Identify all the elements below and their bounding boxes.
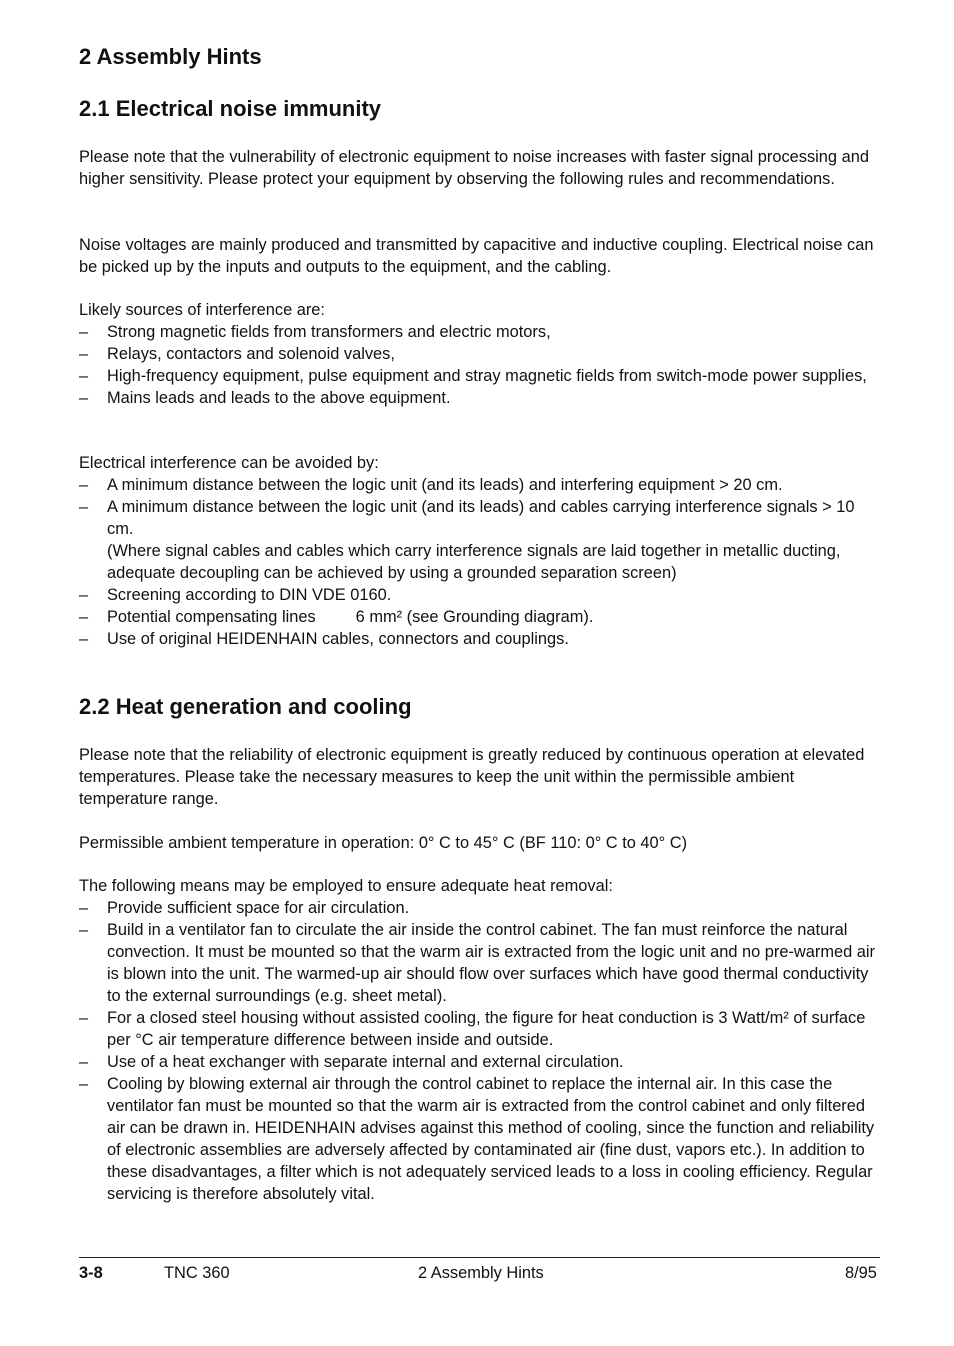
list-item-text: Build in a ventilator fan to circulate the air inside the control cabinet. The fan must reinforce the natural convection. It must be mounted so that the warm air is extracted from the logic unit and no pre-warmed air is blown into the unit. The warmed-up air should flow over surfaces which have good thermal conductivity to the external surroundings (e.g. sheet metal). <box>107 921 875 1005</box>
list-item <box>79 919 880 1007</box>
list-item <box>79 628 880 650</box>
list-item-text: Use of a heat exchanger with separate internal and external circulation. <box>107 1053 624 1071</box>
list-item <box>79 321 880 343</box>
bullet-list <box>79 897 880 1205</box>
section-heading-heat: 2.2 Heat generation and cooling <box>79 694 412 719</box>
list-item-text: Mains leads and leads to the above equipment. <box>107 389 451 407</box>
list-item <box>79 606 880 628</box>
list-item <box>79 474 880 496</box>
dash-bullet: – <box>79 345 89 363</box>
paragraph-text: Please note that the vulnerability of electronic equipment to noise increases with faster signal processing and higher sensitivity. Please protect your equipment by observing the following rules and recommendations. <box>79 148 869 188</box>
list-item-text: Potential compensating lines <box>107 608 316 626</box>
list-item-text: Strong magnetic fields from transformers and electric motors, <box>107 323 551 341</box>
dash-bullet: – <box>79 323 89 341</box>
dash-bullet: – <box>79 630 89 648</box>
bullet-list <box>79 321 880 409</box>
dash-bullet: – <box>79 586 89 604</box>
dash-bullet: – <box>79 1009 89 1027</box>
paragraph-text: Please note that the reliability of electronic equipment is greatly reduced by continuous operation at elevated temperatures. Please take the necessary measures to keep the unit within the permissible ambient temperature range. <box>79 746 865 808</box>
bullet-list <box>79 474 880 650</box>
dash-bullet: – <box>79 1053 89 1071</box>
dash-bullet: – <box>79 367 89 385</box>
noise-paragraph-2 <box>79 234 880 278</box>
dash-bullet: – <box>79 389 89 407</box>
list-item <box>79 1051 880 1073</box>
list-item-text: 6 mm² (see Grounding diagram). <box>355 608 594 626</box>
footer-page-number: 3-8 <box>79 1264 103 1282</box>
section-heading-noise: 2.1 Electrical noise immunity <box>79 96 382 121</box>
list-item-text: For a closed steel housing without assisted cooling, the figure for heat conduction is 3 Watt/m² of surface per °C air temperature difference between inside and outside. <box>107 1009 866 1049</box>
dash-bullet: – <box>79 899 89 917</box>
list-item-text: Relays, contactors and solenoid valves, <box>107 345 395 363</box>
footer-chapter: 2 Assembly Hints <box>418 1264 544 1282</box>
list-item <box>79 584 880 606</box>
list-item <box>79 1073 880 1205</box>
list-intro: The following means may be employed to ensure adequate heat removal: <box>79 877 613 895</box>
heat-paragraph-2 <box>79 832 880 854</box>
dash-bullet: – <box>79 1075 89 1093</box>
dash-bullet: – <box>79 476 89 494</box>
interference-avoidance <box>79 452 880 650</box>
list-intro: Electrical interference can be avoided by: <box>79 454 379 472</box>
chapter-heading: 2 Assembly Hints <box>79 44 262 69</box>
heat-removal-means <box>79 875 880 1205</box>
list-item <box>79 897 880 919</box>
heat-paragraph-1 <box>79 744 880 810</box>
list-item-text: Screening according to DIN VDE 0160. <box>107 586 392 604</box>
list-item <box>79 365 880 387</box>
list-item-text: High-frequency equipment, pulse equipment and stray magnetic fields from switch-mode power supplies, <box>107 367 867 385</box>
list-item-text: Cooling by blowing external air through the control cabinet to replace the internal air. In this case the ventilator fan must be mounted so that the warm air is extracted from the control cabinet and only filtered air can be drawn in. HEIDENHAIN advises against this method of cooling, since the function and reliability of electronic assemblies are adversely affected by contaminated air (fine dust, vapors etc.). In addition to these disadvantages, a filter which is not adequately serviced leads to a loss in cooling efficiency. Regular servicing is therefore absolutely vital. <box>107 1075 875 1203</box>
dash-bullet: – <box>79 921 89 939</box>
list-item-text: Provide sufficient space for air circulation. <box>107 899 410 917</box>
dash-bullet: – <box>79 608 89 626</box>
list-item <box>79 496 880 584</box>
footer-rule <box>79 1257 880 1258</box>
noise-paragraph-1 <box>79 146 880 190</box>
dash-bullet: – <box>79 498 89 516</box>
footer-date: 8/95 <box>845 1264 877 1282</box>
list-item-text: Use of original HEIDENHAIN cables, connectors and couplings. <box>107 630 569 648</box>
list-item-note: (Where signal cables and cables which carry interference signals are laid together in metallic ducting, adequate decoupling can be achieved by using a grounded separation screen) <box>107 542 841 582</box>
interference-sources <box>79 299 880 409</box>
list-item <box>79 1007 880 1051</box>
paragraph-text: Permissible ambient temperature in operation: 0° C to 45° C (BF 110: 0° C to 40° C) <box>79 834 688 852</box>
list-item <box>79 343 880 365</box>
footer-product: TNC 360 <box>164 1264 230 1282</box>
list-item <box>79 387 880 409</box>
paragraph-text: Noise voltages are mainly produced and transmitted by capacitive and inductive coupling. Electrical noise can be picked up by the inputs and outputs to the equipment, and the cabling. <box>79 236 874 276</box>
list-intro: Likely sources of interference are: <box>79 301 325 319</box>
list-item-text: A minimum distance between the logic unit (and its leads) and cables carrying interference signals > 10 cm. <box>107 498 855 538</box>
list-item-text: A minimum distance between the logic unit (and its leads) and interfering equipment > 20 cm. <box>107 476 783 494</box>
